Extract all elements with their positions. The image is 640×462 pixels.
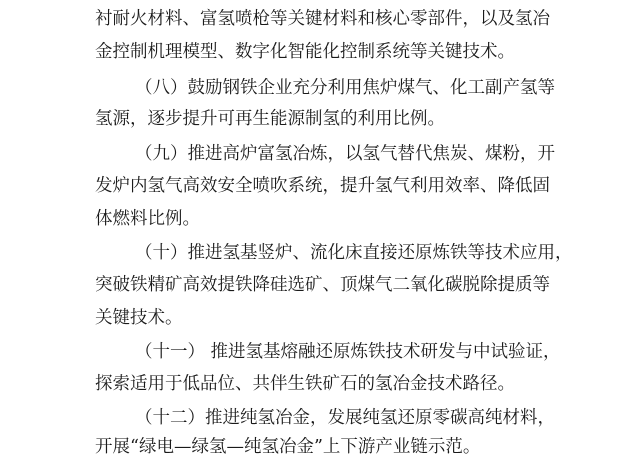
text-line: 氢源，逐步提升可再生能源制氢的利用比例。: [95, 109, 445, 129]
paragraph-10-line: （十）推进氢基竖炉、流化床直接还原炼铁等技术应用，: [135, 243, 573, 263]
paragraph-11-line: （十一） 推进氢基熔融还原炼铁技术研发与中试验证，: [135, 342, 561, 362]
text-line: 金控制机理模型、数字化智能化控制系统等关键技术。: [95, 42, 515, 62]
text-line: 突破铁精矿高效提铁降硅选矿、顶煤气二氧化碳脱除提质等: [95, 275, 550, 295]
text-line: 关键技术。: [95, 308, 183, 328]
paragraph-8-line: （八）鼓励钢铁企业充分利用焦炉煤气、化工副产氢等: [135, 78, 555, 98]
text-line: 体燃料比例。: [95, 209, 200, 229]
text-line: 探索适用于低品位、共伴生铁矿石的氢冶金技术路径。: [95, 374, 515, 394]
paragraph-12-line: （十二）推进纯氢冶金，发展纯氢还原零碳高纯材料，: [135, 408, 555, 428]
paragraph-9-line: （九）推进高炉富氢冶炼，以氢气替代焦炭、煤粉，开: [135, 144, 555, 164]
text-line: 衬耐火材料、富氢喷枪等关键材料和核心零部件，以及氢冶: [95, 9, 550, 29]
text-line: 开展“绿电—绿氢—纯氢冶金”上下游产业链示范。: [95, 437, 481, 457]
text-line: 发炉内氢气高效安全喷吹系统，提升氢气利用效率、降低固: [95, 176, 550, 196]
